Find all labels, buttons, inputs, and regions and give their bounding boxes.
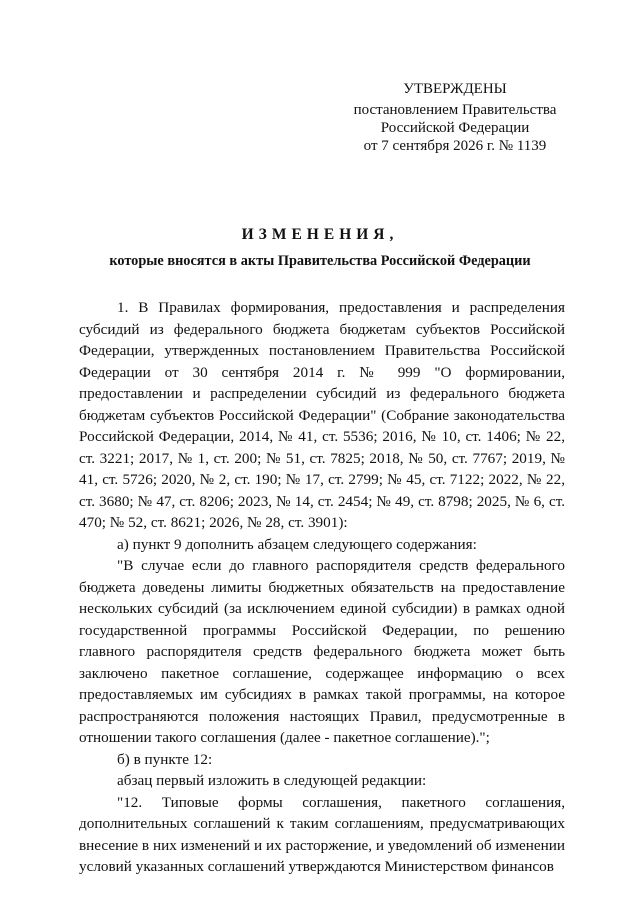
paragraph-1: 1. В Правилах формирования, предоставления и распределения субсидий из федерального бюджета бюджетам субъектов Российской Федерации, утвержденных постановлением Правительства Российской Федерации от 30 сентября 2014 г. № 999 "О формировании, предоставлении и распределении субсидий из федерального бюджета бюджетам субъектов Российской Федерации" (Собрание законодательства Российской Федерации, 2014, № 41, ст. 5536; 2016, № 10, ст. 1406; № 22, ст. 3221; 2017, № 1, ст. 200; № 51, ст. 7825; 2018, № 50, ст. 7767; 2019, № 41, ст. 5726; 2020, № 2, ст. 190; № 17, ст. 2799; № 45, ст. 7122; 2022, № 22, ст. 3680; № 47, ст. 8206; 2023, № 14, ст. 2454; № 49, ст. 8798; 2025, № 6, ст. 470; № 52, ст. 8621; 2026, № 28, ст. 3901): bbox=[79, 299, 565, 531]
paragraph-5: абзац первый изложить в следующей редакции: bbox=[117, 772, 427, 789]
document-body bbox=[79, 297, 565, 878]
approval-line-3: от 7 сентября 2026 г. № 1139 bbox=[363, 138, 547, 154]
approval-heading: УТВЕРЖДЕНЫ bbox=[403, 81, 507, 97]
paragraph-3: "В случае если до главного распорядителя средств федерального бюджета доведены лимиты бюджетных обязательств на предоставление нескольких субсидий (за исключением единой субсидии) в рамках одной государственной программы Российской Федерации, по решению главного распорядителя средств федерального бюджета может быть заключено пакетное соглашение, содержащее информацию о всех предоставляемых им субсидиях в рамках такой программы, на которое распространяются положения настоящих Правил, предусмотренные в отношении такого соглашения (далее - пакетное соглашение)."; bbox=[79, 557, 565, 746]
document-title: ИЗМЕНЕНИЯ, bbox=[241, 226, 399, 243]
approval-line-2: Российской Федерации bbox=[380, 120, 530, 136]
approval-line-1: постановлением Правительства bbox=[353, 102, 557, 118]
paragraph-4: б) в пункте 12: bbox=[117, 750, 213, 768]
document-subtitle: которые вносятся в акты Правительства Российской Федерации bbox=[109, 253, 531, 269]
paragraph-6: "12. Типовые формы соглашения, пакетного соглашения, дополнительных соглашений к таким соглашениям, предусматривающих внесение в них изменений и их расторжение, и уведомлений об изменении условий указанных соглашений утверждаются Министерством финансов bbox=[79, 793, 565, 875]
approval-block bbox=[330, 80, 580, 155]
paragraph-2: а) пункт 9 дополнить абзацем следующего содержания: bbox=[117, 535, 477, 553]
